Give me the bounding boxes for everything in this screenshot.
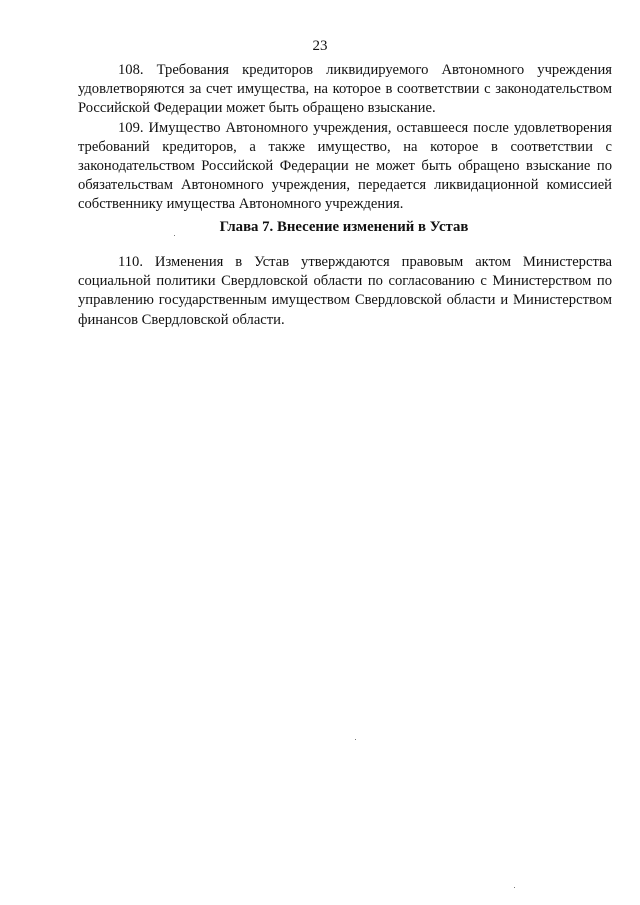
paragraph-108: 108. Требования кредиторов ликвидируемого Автономного учреждения удовлетворяются за счет имущества, на которое в соответствии с законодательством Российской Федерации может быть обращено взыскание. [78, 62, 612, 117]
scan-speck [355, 739, 356, 740]
paragraph-110: 110. Изменения в Устав утверждаются правовым актом Министерства социальной политики Свердловской области по согласованию с Министерством по управлению государственным имуществом Свердловской области и Министерством финансов Свердловской области. [78, 254, 612, 328]
chapter-heading: Глава 7. Внесение изменений в Устав [219, 219, 469, 235]
paragraph-109: 109. Имущество Автономного учреждения, оставшееся после удовлетворения требований кредиторов, а также имущество, на которое в соответствии с законодательством Российской Федерации не может быть обращено взыскание по обязательствам Автономного учреждения, передается ликвидационной комиссией собственнику имущества Автономного учреждения. [78, 119, 612, 213]
scan-speck [174, 235, 175, 236]
page-number: 23 [312, 38, 328, 54]
body-text [78, 61, 612, 215]
chapter-body-text [78, 253, 612, 330]
scan-speck [514, 887, 515, 888]
